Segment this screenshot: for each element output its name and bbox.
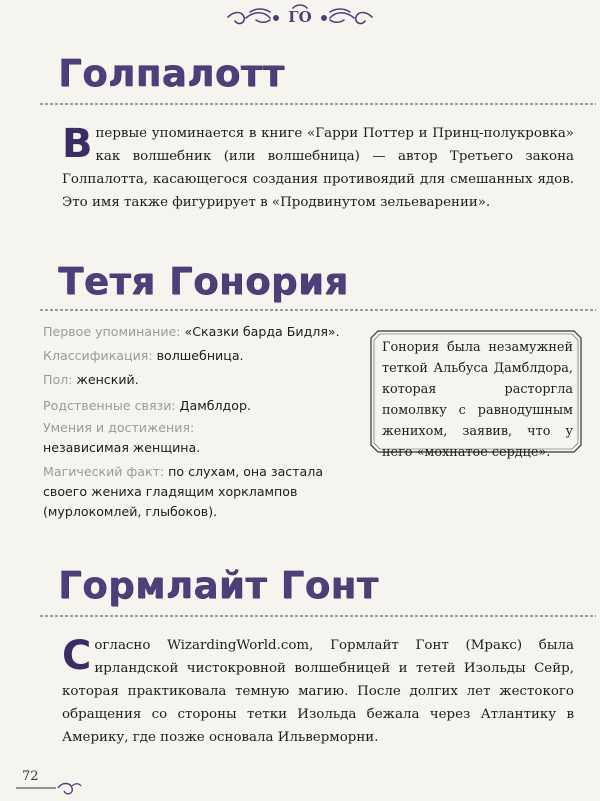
- fact-skills: [43, 418, 273, 458]
- fact-label: Пол:: [43, 372, 73, 387]
- fact-label: Магический факт:: [43, 464, 165, 479]
- footer-ornament-icon: [16, 770, 86, 800]
- fact-gender: [43, 370, 363, 390]
- fact-value: по слухам, она застала своего жениха гладящим хорклампов (мурлокомлей, глыбоков).: [43, 464, 324, 519]
- fact-value: волшебница.: [156, 348, 244, 363]
- fact-label: Умения и достижения:: [43, 420, 195, 435]
- entry-text-gormlaith: [62, 634, 574, 749]
- note-text: Гонория была незамужней теткой Альбуса Дамблдора, которая расторгла помолвку с равнодушным женихом, заявив, что у него «мохнатое сердце».: [382, 340, 573, 460]
- dropcap: В: [62, 121, 93, 167]
- entry-paragraph: огласно WizardingWorld.com, Гормлайт Гонт (Мракс) была ирландской чистокровной волшебницей и тетей Изольды Сейр, которая практиковала темную магию. После долгих лет жестокого обращения со стороны тетки Изольда бежала через Атлантику в Америку, где позже основала Ильверморни.: [62, 638, 574, 745]
- sidebar-note: [370, 330, 582, 460]
- fact-magical: [43, 462, 348, 522]
- fact-label: Классификация:: [43, 348, 153, 363]
- entry-text-golpalott: [62, 122, 574, 214]
- page-number: 72: [22, 769, 39, 784]
- section-divider: [40, 612, 600, 622]
- fact-value: независимая женщина.: [43, 440, 201, 455]
- fact-value: «Сказки барда Бидля».: [184, 324, 340, 339]
- fact-value: Дамблдор.: [179, 398, 251, 413]
- entry-paragraph: первые упоминается в книге «Гарри Поттер и Принц-полукровка» как волшебник (или волшебница) — автор Третьего закона Голпалотта, касающегося создания противоядий для смешанных ядов. Это имя также фигурирует в «Продвинутом зельеварении».: [62, 126, 574, 210]
- fact-classification: [43, 346, 363, 366]
- fact-label: Первое упоминание:: [43, 324, 181, 339]
- header-ornament: [0, 0, 600, 44]
- entry-title-gormlaith: Гормлайт Гонт: [58, 564, 379, 607]
- section-divider: [40, 100, 600, 110]
- fact-value: женский.: [76, 372, 139, 387]
- dropcap: С: [62, 633, 92, 679]
- section-letter: ГО: [288, 8, 312, 26]
- entry-title-golpalott: Голпалотт: [58, 52, 285, 95]
- fact-first-mention: [43, 322, 363, 342]
- fact-label: Родственные связи:: [43, 398, 176, 413]
- section-divider: [40, 306, 600, 316]
- fact-relations: [43, 396, 363, 416]
- entry-title-honoria: Тетя Гонория: [58, 260, 349, 303]
